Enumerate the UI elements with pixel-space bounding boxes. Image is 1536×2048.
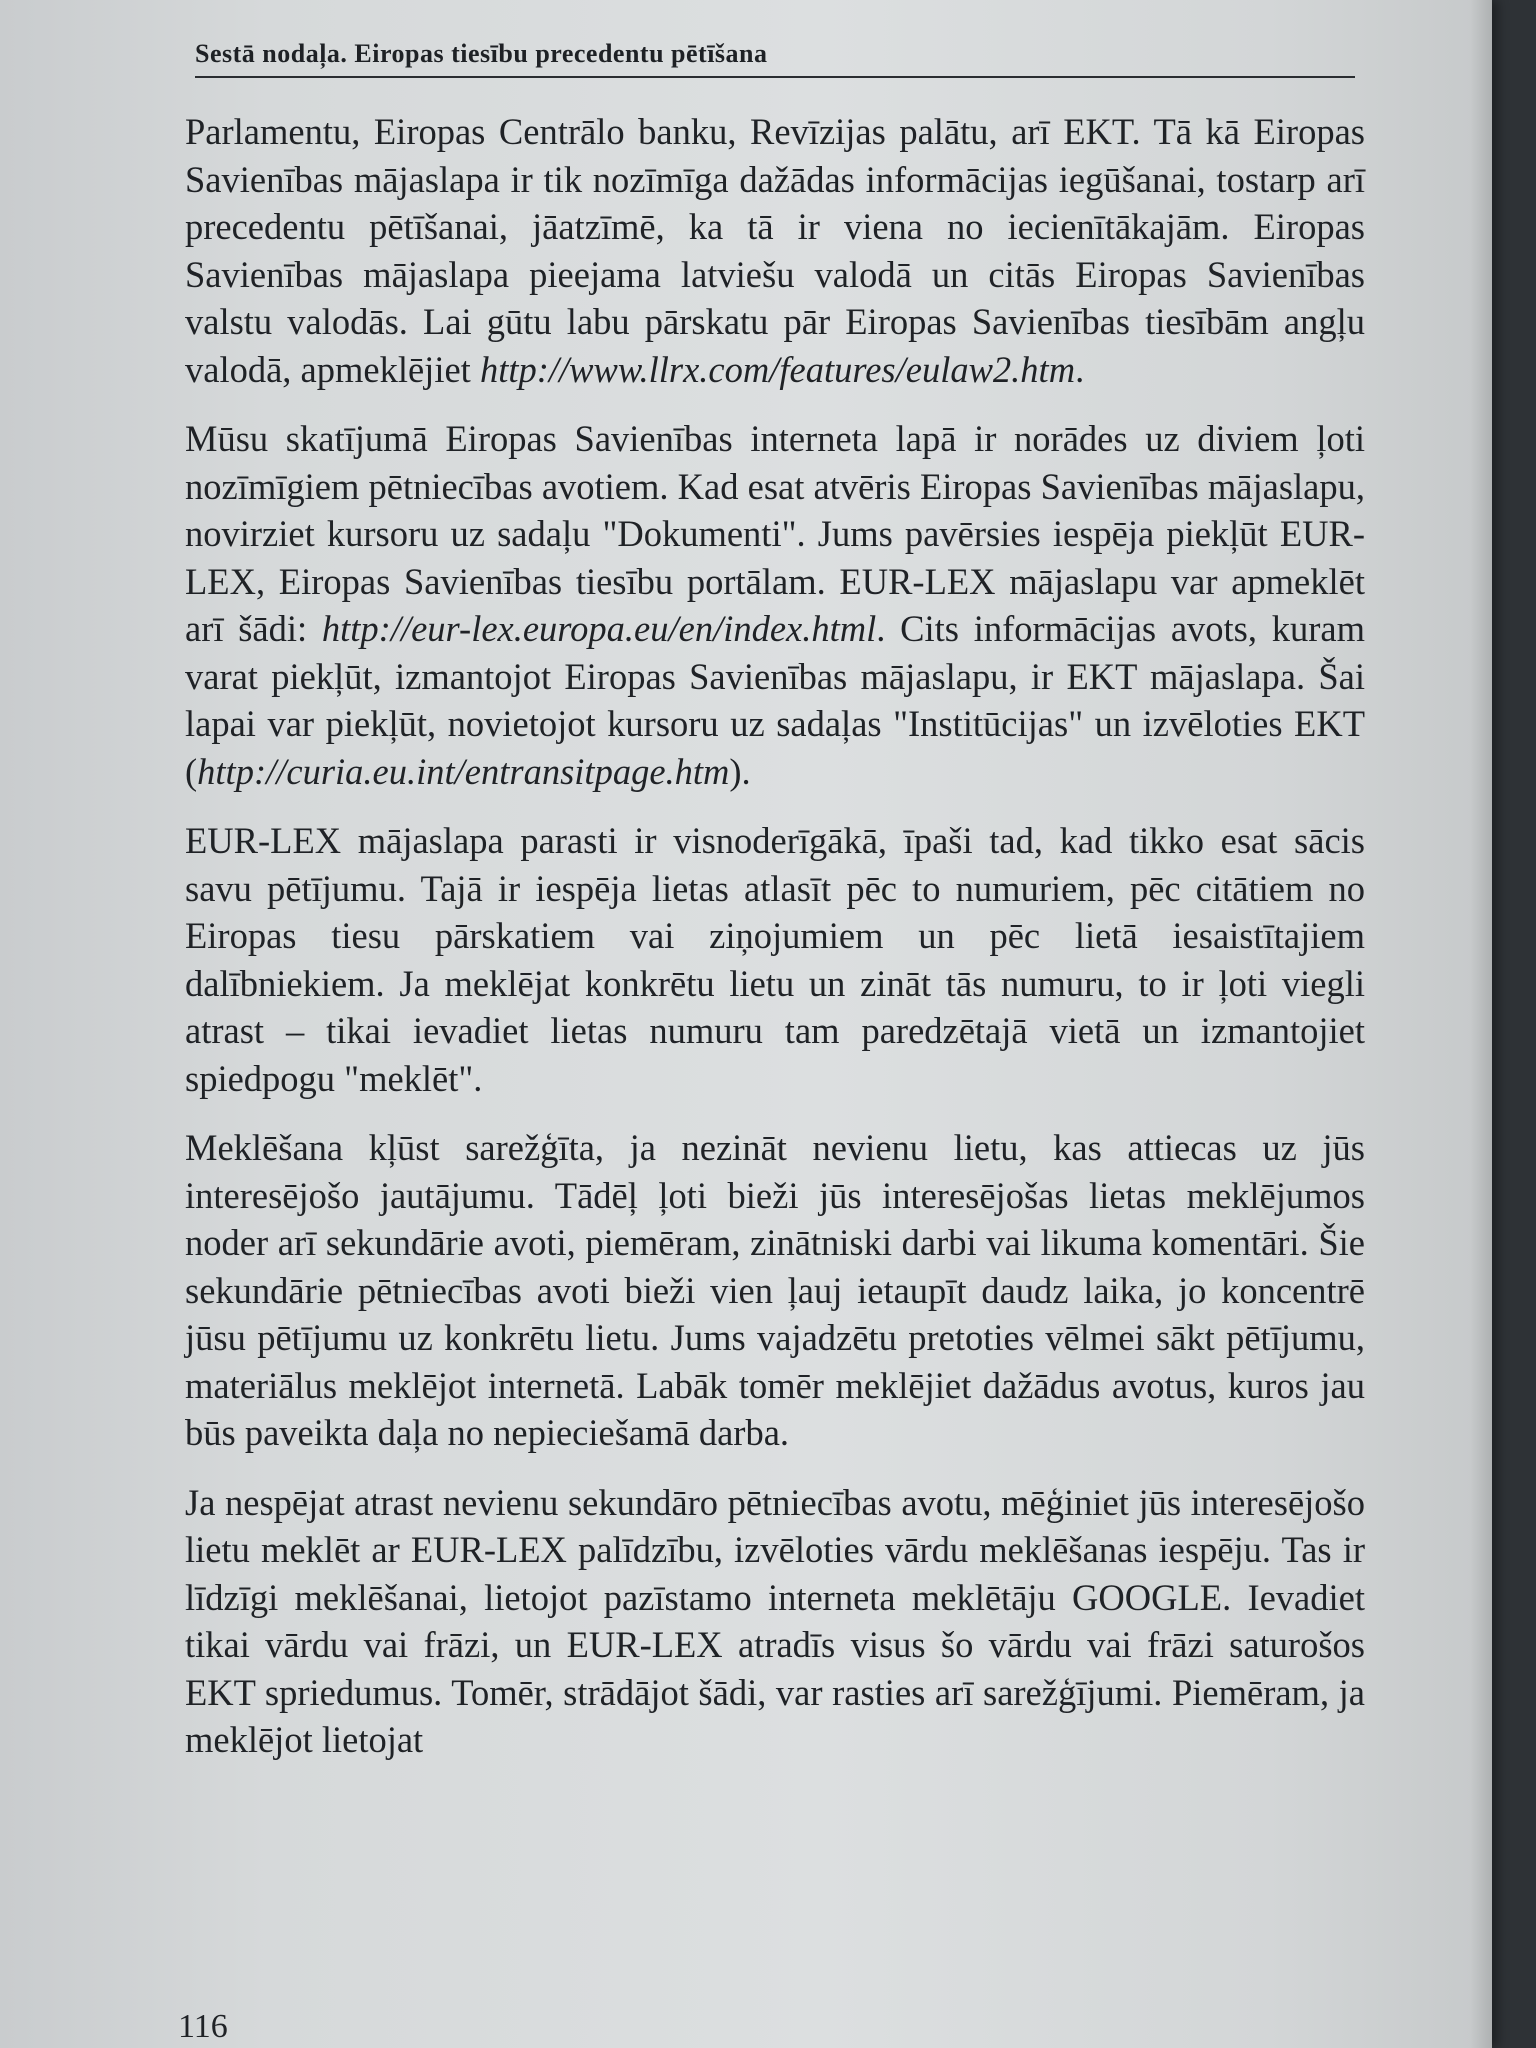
url-curia: http://curia.eu.int/entransitpage.htm — [197, 750, 730, 792]
paragraph-text: ). — [729, 750, 751, 792]
body-text — [185, 108, 1365, 1786]
paragraph-3 — [185, 817, 1365, 1102]
paragraph-1 — [185, 108, 1365, 393]
url-eur-lex: http://eur-lex.europa.eu/en/index.html — [321, 608, 877, 649]
running-head: Sestā nodaļa. Eiropas tiesību precedentu pētīšana — [195, 36, 1355, 78]
paragraph-text: Mūsu skatījumā Eiropas Savienības interneta lapā ir norādes uz diviem ļoti nozīmīgiem pētniecības avotiem. Kad esat atvēris Eiropas Savienības mājaslapu, novirziet kursoru uz sadaļu "Dokumenti". Jums pavērsies iespēja piekļūt EUR-LEX, Eiropas Savienības tiesību portālam. EUR-LEX mājaslapu var apmeklēt arī šādi: — [185, 418, 1365, 649]
page-number: 116 — [178, 2008, 228, 2045]
paragraph-5 — [185, 1479, 1365, 1764]
url-llrx: http://www.llrx.com/features/eulaw2.htm — [479, 348, 1076, 390]
paragraph-text: Parlamentu, Eiropas Centrālo banku, Revīzijas palātu, arī EKT. Tā kā Eiropas Savienības mājaslapa ir tik nozīmīga dažādas informācijas iegūšanai, tostarp arī precedentu pētīšanai, jāatzīmē, ka tā ir viena no iecienītākajām. Eiropas Savienības mājaslapa pieejama latviešu valodā un citās Eiropas Savienības valstu valodās. Lai gūtu labu pārskatu pār Eiropas Savienības tiesībām angļu valodā, apmeklējiet — [185, 111, 1365, 390]
page-edge-shadow — [1470, 0, 1492, 2048]
paragraph-text: . Cits informācijas avots, kuram varat piekļūt, izmantojot Eiropas Savienības mājaslapu, ir EKT mājaslapa. Šai lapai var piekļūt, novietojot kursoru uz sadaļas "Institūcijas" un izvēloties EKT ( — [185, 608, 1365, 792]
paragraph-text: EUR-LEX mājaslapa parasti ir visnoderīgākā, īpaši tad, kad tikko esat sācis savu pētījumu. Tajā ir iespēja lietas atlasīt pēc to numuriem, pēc citātiem no Eiropas tiesu pārskatiem vai ziņojumiem un pēc lietā iesaistītajiem dalībniekiem. Ja meklējat konkrētu lietu un zināt tās numuru, to ir ļoti viegli atrast – tikai ievadiet lietas numuru tam paredzētajā vietā un izmantojiet spiedpogu "meklēt". — [185, 820, 1365, 1099]
paragraph-4 — [185, 1124, 1365, 1457]
paragraph-text: Ja nespējat atrast nevienu sekundāro pētniecības avotu, mēģiniet jūs interesējošo lietu meklēt ar EUR-LEX palīdzību, izvēloties vārdu meklēšanas iespēju. Tas ir līdzīgi meklēšanai, lietojot pazīstamo interneta meklētāju GOOGLE. Ievadiet tikai vārdu vai frāzi, un EUR-LEX atradīs visus šo vārdu vai frāzi saturošos EKT spriedumus. Tomēr, strādājot šādi, var rasties arī sarežģījumi. Piemēram, ja meklējot lietojat — [185, 1481, 1365, 1760]
paragraph-2 — [185, 415, 1365, 795]
paragraph-text: Meklēšana kļūst sarežģīta, ja nezināt nevienu lietu, kas attiecas uz jūs interesējošo jautājumu. Tādēļ ļoti bieži jūs interesējošas lietas meklējumos noder arī sekundārie avoti, piemēram, zinātniski darbi vai likuma komentāri. Šie sekundārie pētniecības avoti bieži vien ļauj ietaupīt daudz laika, jo koncentrē jūsu pētījumu uz konkrētu lietu. Jums vajadzētu pretoties vēlmei sākt pētījumu, materiālus meklējot internetā. Labāk tomēr meklējiet dažādus avotus, kuros jau būs paveikta daļa no nepieciešamā darba. — [185, 1127, 1365, 1453]
paragraph-text: . — [1075, 348, 1085, 390]
